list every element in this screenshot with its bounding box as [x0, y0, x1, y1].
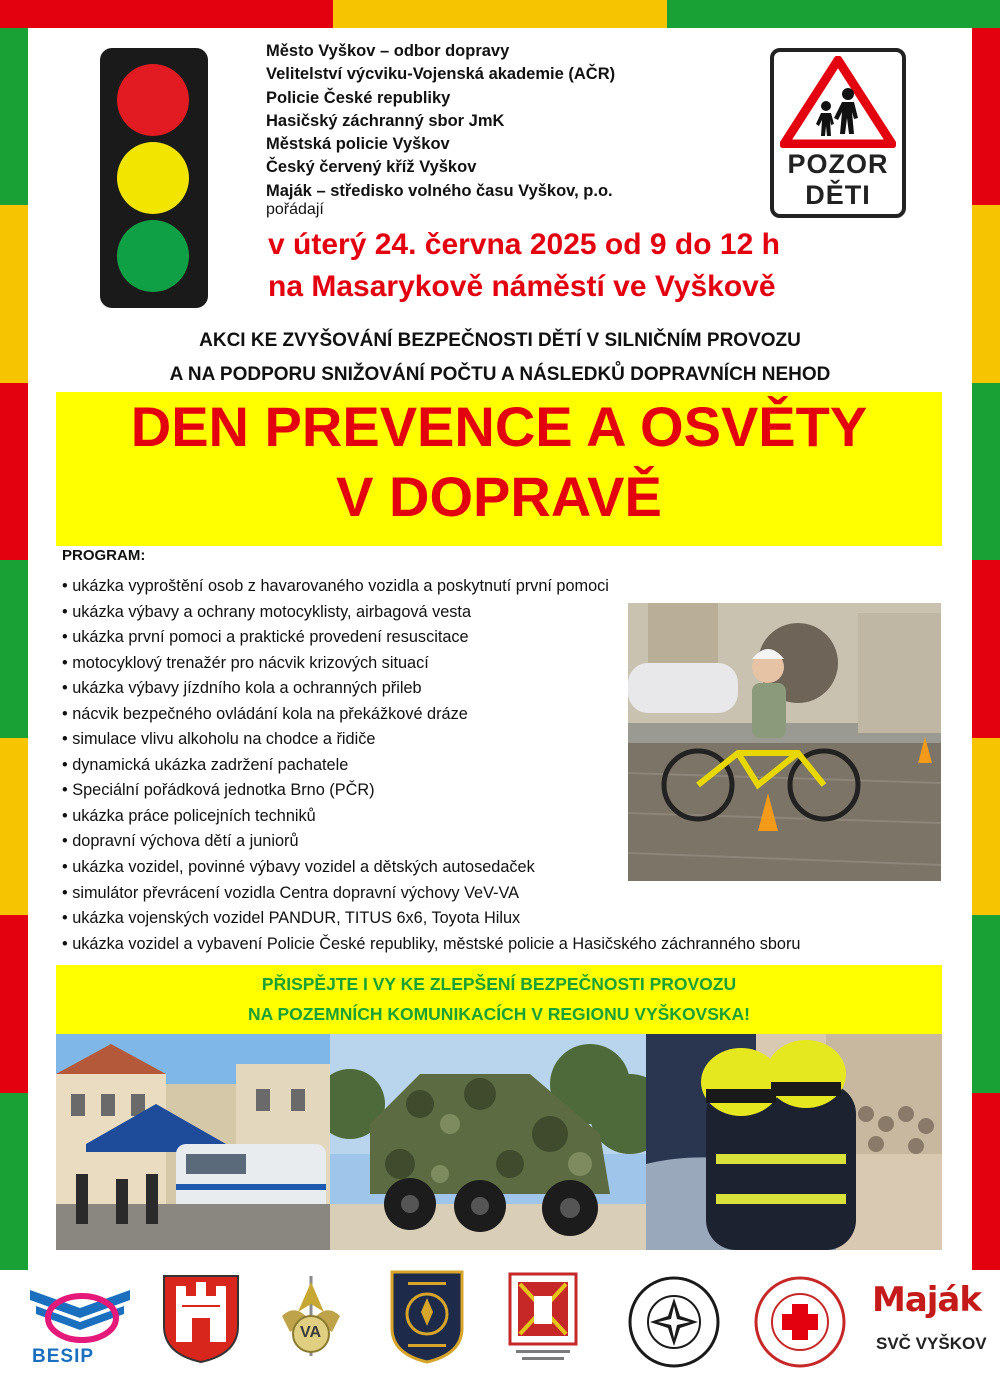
children-crossing-icon	[780, 56, 896, 148]
yellow-lamp	[117, 142, 189, 214]
fire-rescue-service-logo	[386, 1268, 468, 1369]
organizer: Městská policie Vyškov	[266, 135, 450, 154]
va-text: VA	[300, 1324, 322, 1341]
cyclist-photo	[628, 603, 941, 881]
program-item: • ukázka vojenských vozidel PANDUR, TITUS 6x6, Toyota Hilux	[62, 906, 922, 932]
sign-text-deti: DĚTI	[805, 180, 871, 210]
pandur-vehicle-photo	[330, 1034, 646, 1250]
event-place: na Masarykově náměstí ve Vyškově	[268, 270, 776, 303]
children-warning-sign	[770, 48, 906, 218]
program-item: • dynamická ukázka zadržení pachatele	[62, 753, 922, 779]
program-item: • ukázka výbavy a ochrany motocyklisty, airbagová vesta	[62, 600, 922, 626]
regional-police-directorate-logo	[506, 1270, 580, 1371]
border-top	[0, 0, 1000, 28]
organizer: Policie České republiky	[266, 88, 451, 107]
program-item: • ukázka práce policejních techniků	[62, 804, 922, 830]
besip-logo	[26, 1276, 138, 1368]
organizers-list	[266, 40, 746, 203]
program-item: • ukázka první pomoci a praktické provedení resuscitace	[62, 625, 922, 651]
traffic-light-icon	[100, 48, 208, 308]
program-heading: PROGRAM:	[62, 547, 146, 564]
organizes-word: pořádají	[266, 201, 324, 218]
border-left	[0, 28, 28, 1270]
besip-text: BESIP	[32, 1346, 95, 1367]
support-line-1: PŘISPĚJTE I VY KE ZLEPŠENÍ BEZPEČNOSTI PROVOZU	[261, 974, 737, 994]
border-right	[972, 28, 1000, 1270]
organizer: Město Vyškov – odbor dopravy	[266, 42, 510, 60]
green-lamp	[117, 220, 189, 292]
red-lamp	[117, 64, 189, 136]
program-item: • nácvik bezpečného ovládání kola na překážkové dráze	[62, 702, 922, 728]
program-item: • Speciální pořádková jednotka Brno (PČR)	[62, 778, 922, 804]
program-item: • ukázka výbavy jízdního kola a ochranných přileb	[62, 676, 922, 702]
majak-logo-text: Maják	[872, 1280, 981, 1320]
program-item: • ukázka vyproštění osob z havarovaného vozidla a poskytnutí první pomoci	[62, 574, 922, 600]
main-title-line-1: DEN PREVENCE A OSVĚTY	[130, 395, 868, 458]
program-item: • ukázka vozidel, povinné výbavy vozidel a dětských autosedaček	[62, 855, 922, 881]
action-line-2: A NA PODPORU SNIŽOVÁNÍ POČTU A NÁSLEDKŮ DOPRAVNÍCH NEHOD	[169, 364, 831, 385]
program-item: • ukázka vozidel a vybavení Policie České republiky, městské policie a Hasičského záchranného sboru	[62, 932, 922, 958]
sign-text-pozor: POZOR	[787, 149, 889, 179]
majak-subtitle: SVČ VYŠKOV	[876, 1334, 987, 1353]
program-item: • dopravní výchova dětí a juniorů	[62, 829, 922, 855]
organizer: Velitelství výcviku-Vojenská akademie (AČR)	[266, 65, 616, 84]
police-vehicles-photo	[56, 1034, 330, 1250]
organizer: Maják – středisko volného času Vyškov, p.o.	[266, 181, 613, 200]
program-item: • simulace vlivu alkoholu na chodce a řidiče	[62, 727, 922, 753]
action-line-1: AKCI KE ZVYŠOVÁNÍ BEZPEČNOSTI DĚTÍ V SILNIČNÍM PROVOZU	[199, 330, 801, 351]
program-item: • motocyklový trenažér pro nácvik krizových situací	[62, 651, 922, 677]
military-academy-logo	[276, 1272, 346, 1364]
organizer: Hasičský záchranný sbor JmK	[266, 111, 505, 130]
support-line-2: NA POZEMNÍCH KOMUNIKACÍCH V REGIONU VYŠKOVSKA!	[247, 1004, 750, 1024]
vyskov-coat-of-arms-icon	[160, 1272, 242, 1369]
majak-logo	[872, 1280, 987, 1368]
czech-police-logo	[626, 1274, 722, 1375]
organizer: Český červený kříž Vyškov	[266, 158, 477, 177]
main-title-line-2: V DOPRAVĚ	[336, 465, 662, 528]
firefighters-rescue-photo	[646, 1034, 942, 1250]
program-item: • simulátor převrácení vozidla Centra dopravní výchovy VeV-VA	[62, 881, 922, 907]
main-title-banner	[56, 392, 942, 546]
event-date: v úterý 24. června 2025 od 9 do 12 h	[268, 228, 780, 261]
czech-red-cross-logo	[752, 1274, 848, 1375]
support-banner	[56, 965, 942, 1035]
